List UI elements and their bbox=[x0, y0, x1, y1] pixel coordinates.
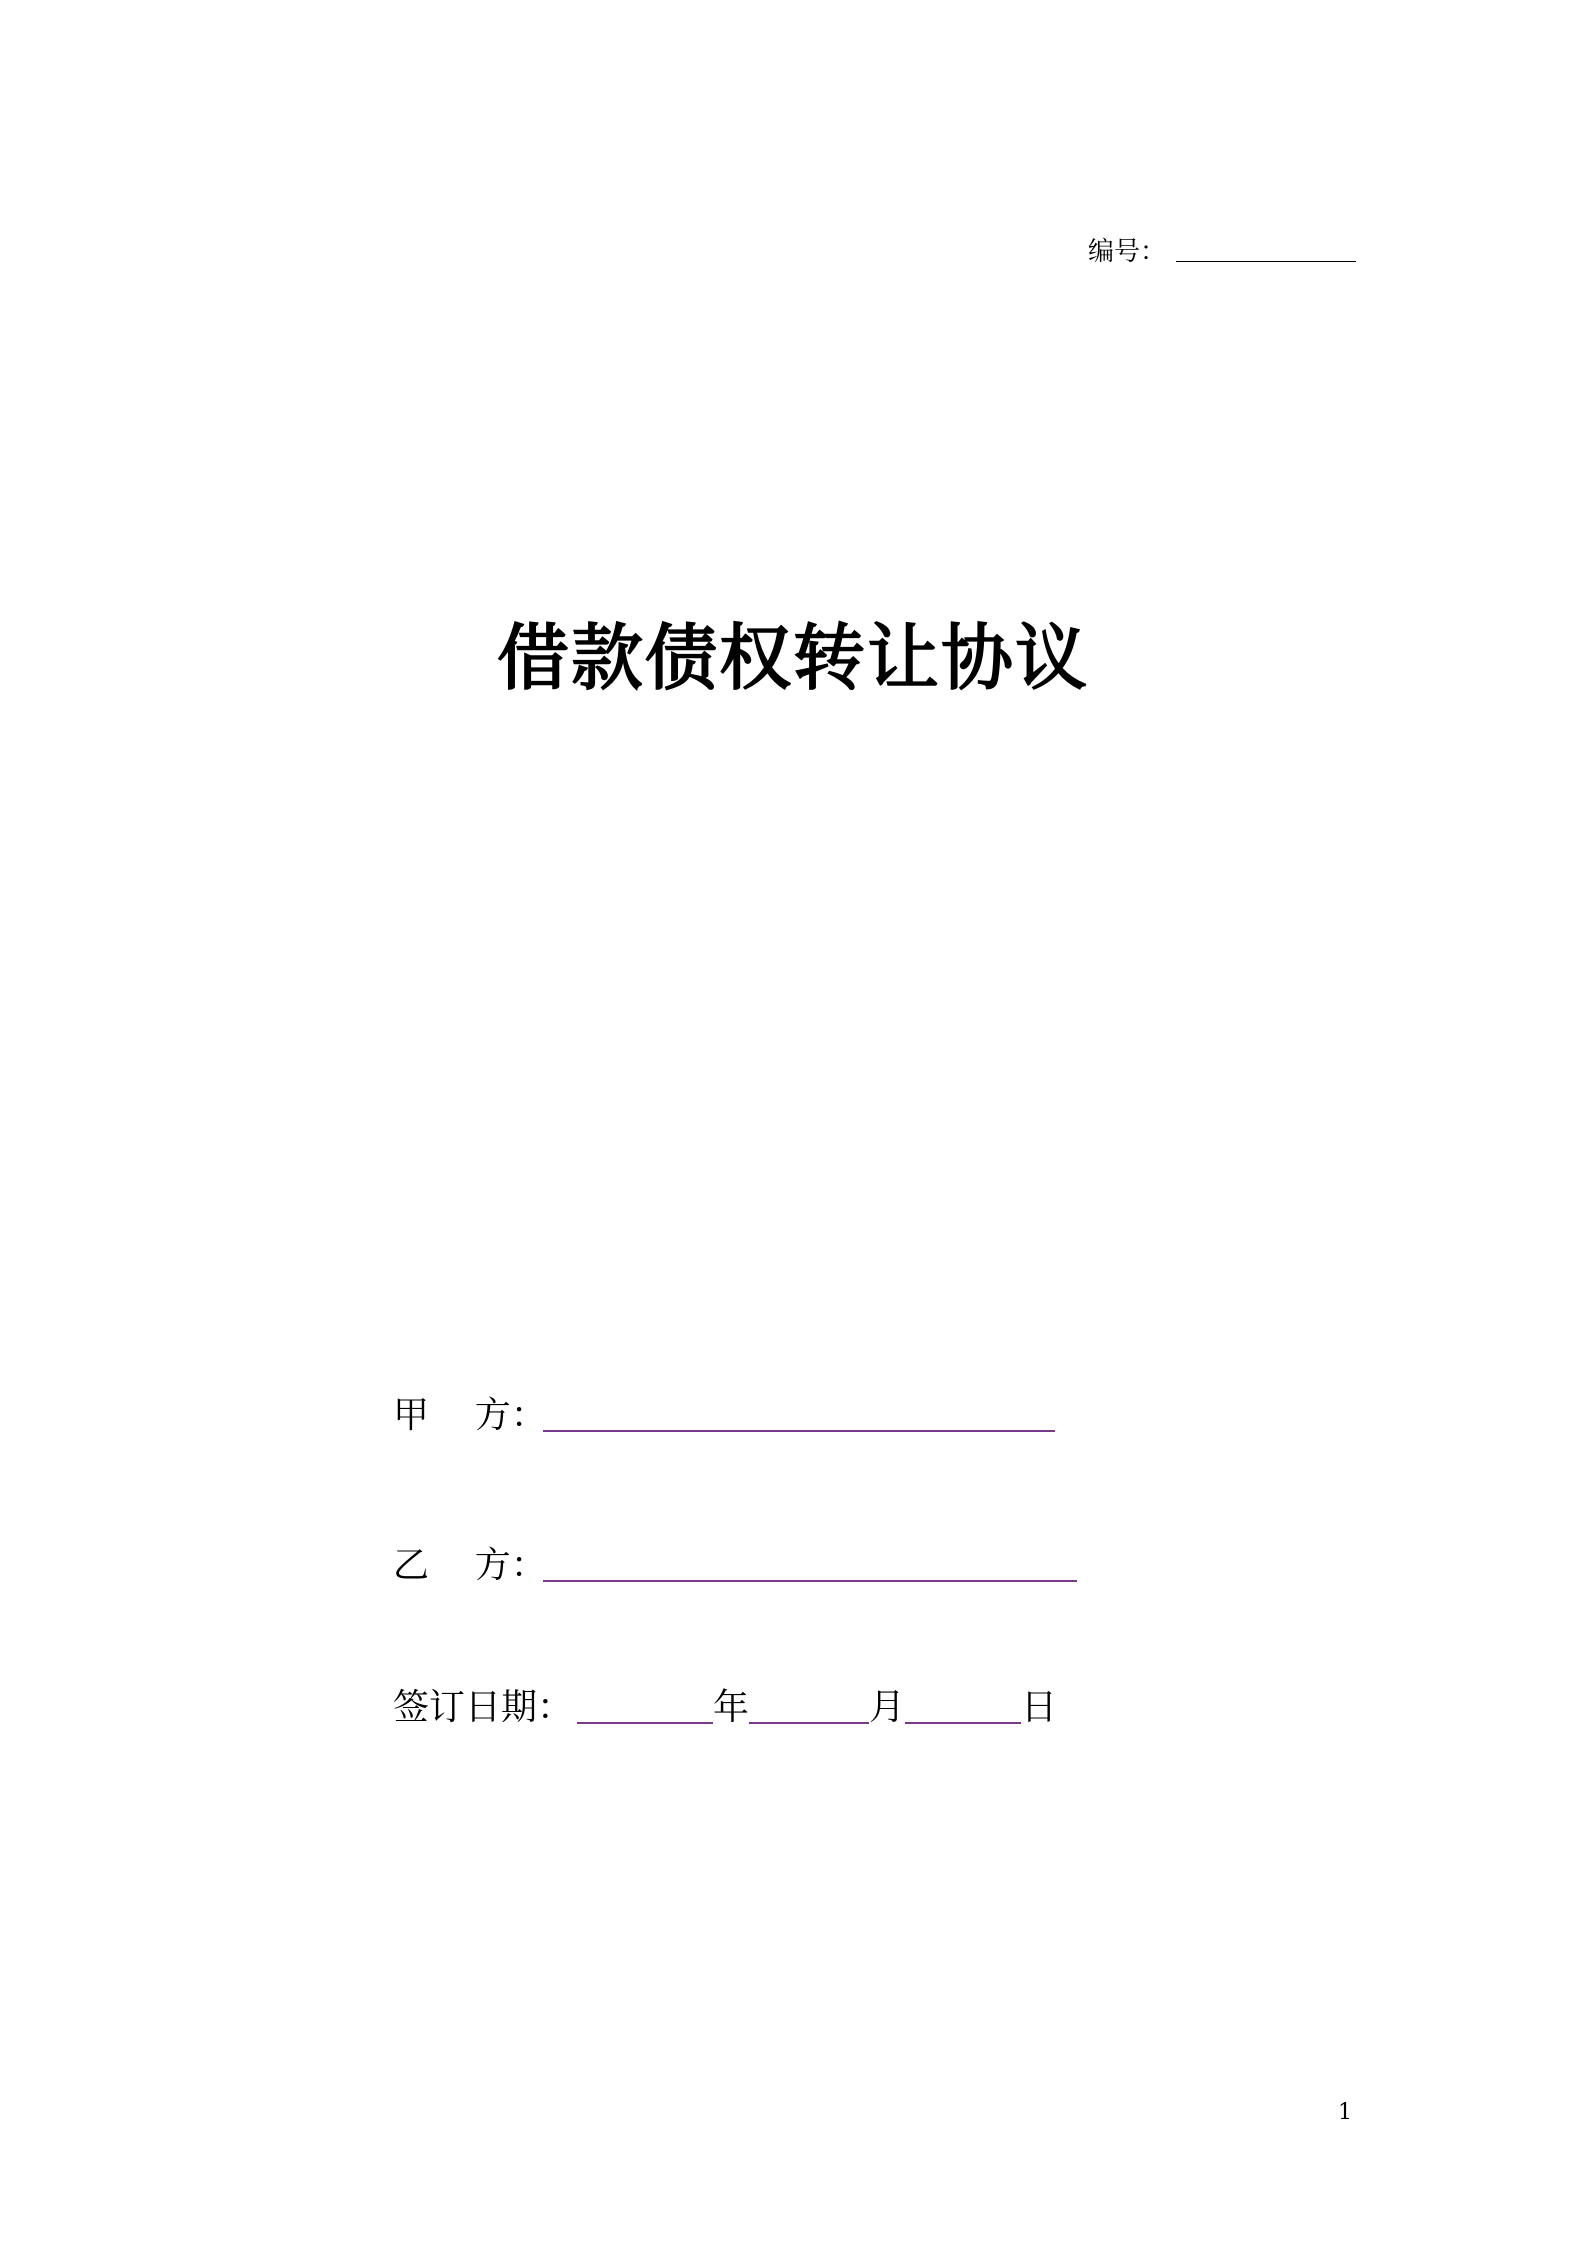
party-a-field bbox=[393, 1388, 1055, 1438]
party-b-label: 乙 方： bbox=[393, 1545, 547, 1586]
sign-year-blank[interactable] bbox=[577, 1686, 713, 1724]
month-unit: 月 bbox=[869, 1687, 906, 1728]
party-b-blank[interactable] bbox=[543, 1544, 1077, 1582]
sign-day-blank[interactable] bbox=[905, 1686, 1021, 1724]
sign-month-blank[interactable] bbox=[749, 1686, 869, 1724]
sign-date-label: 签订日期： bbox=[393, 1687, 574, 1728]
party-b-field bbox=[393, 1538, 1077, 1588]
serial-number-label: 编号： bbox=[1088, 237, 1167, 267]
serial-number-field bbox=[1088, 228, 1356, 268]
party-a-blank[interactable] bbox=[543, 1394, 1055, 1432]
party-a-label: 甲 方： bbox=[393, 1395, 547, 1436]
year-unit: 年 bbox=[713, 1687, 750, 1728]
serial-number-blank[interactable] bbox=[1176, 235, 1356, 262]
day-unit: 日 bbox=[1021, 1687, 1058, 1728]
document-title: 借款债权转让协议 bbox=[496, 616, 1089, 700]
page-number: 1 bbox=[1338, 2100, 1352, 2125]
sign-date-field bbox=[393, 1680, 1057, 1730]
